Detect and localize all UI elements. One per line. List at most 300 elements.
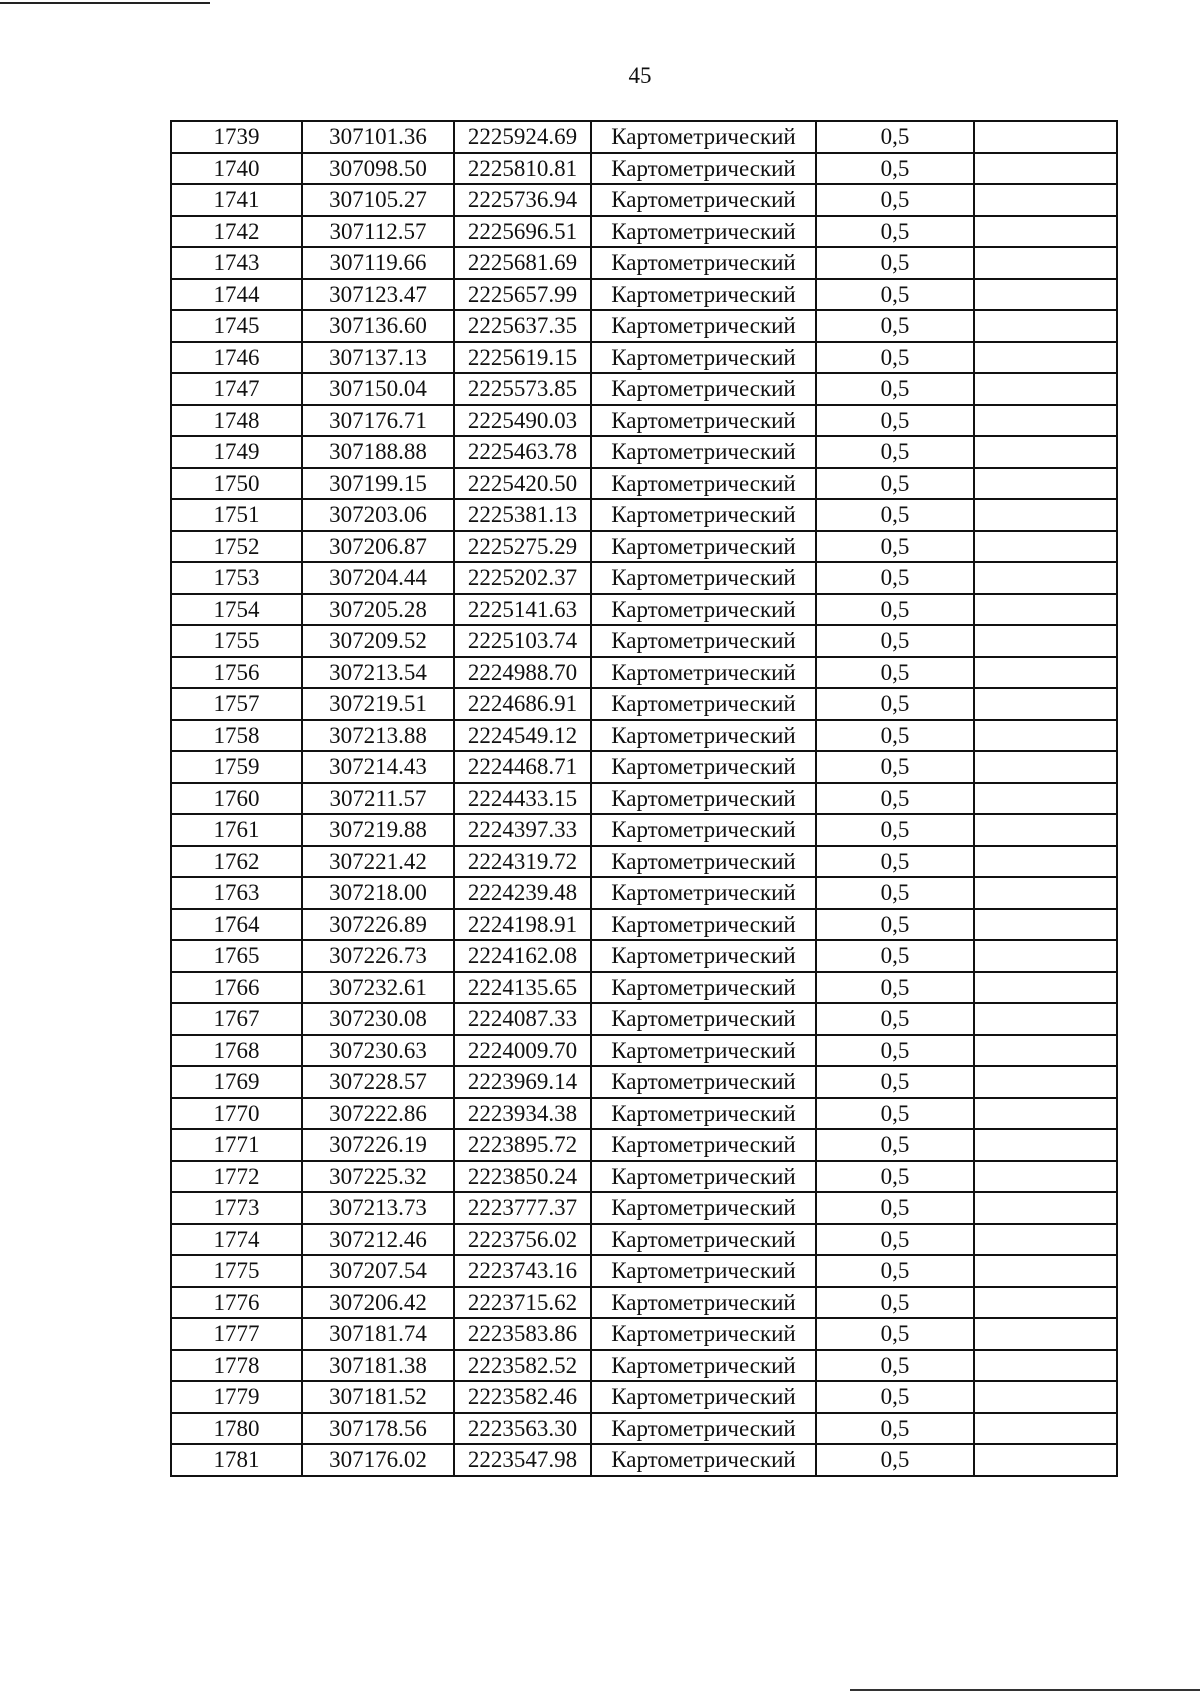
point-number-cell: 1741 (171, 184, 302, 216)
precision-cell: 0,5 (816, 1255, 974, 1287)
x-coordinate-cell: 307225.32 (302, 1161, 454, 1193)
precision-cell: 0,5 (816, 1350, 974, 1382)
method-cell: Картометрический (591, 1413, 816, 1445)
precision-cell: 0,5 (816, 1003, 974, 1035)
method-cell: Картометрический (591, 373, 816, 405)
x-coordinate-cell: 307218.00 (302, 877, 454, 909)
method-cell: Картометрический (591, 783, 816, 815)
method-cell: Картометрический (591, 1350, 816, 1382)
y-coordinate-cell: 2223582.46 (454, 1381, 591, 1413)
table-row (171, 1098, 1117, 1130)
table-row (171, 972, 1117, 1004)
table-row (171, 279, 1117, 311)
precision-cell: 0,5 (816, 279, 974, 311)
method-cell: Картометрический (591, 499, 816, 531)
precision-cell: 0,5 (816, 373, 974, 405)
precision-cell: 0,5 (816, 468, 974, 500)
note-cell (974, 405, 1117, 437)
x-coordinate-cell: 307230.63 (302, 1035, 454, 1067)
note-cell (974, 1381, 1117, 1413)
y-coordinate-cell: 2225463.78 (454, 436, 591, 468)
method-cell: Картометрический (591, 121, 816, 153)
y-coordinate-cell: 2224198.91 (454, 909, 591, 941)
x-coordinate-cell: 307206.42 (302, 1287, 454, 1319)
method-cell: Картометрический (591, 1035, 816, 1067)
x-coordinate-cell: 307199.15 (302, 468, 454, 500)
method-cell: Картометрический (591, 468, 816, 500)
method-cell: Картометрический (591, 216, 816, 248)
x-coordinate-cell: 307230.08 (302, 1003, 454, 1035)
note-cell (974, 121, 1117, 153)
point-number-cell: 1748 (171, 405, 302, 437)
point-number-cell: 1781 (171, 1444, 302, 1476)
precision-cell: 0,5 (816, 531, 974, 563)
method-cell: Картометрический (591, 1381, 816, 1413)
x-coordinate-cell: 307209.52 (302, 625, 454, 657)
method-cell: Картометрический (591, 625, 816, 657)
y-coordinate-cell: 2224988.70 (454, 657, 591, 689)
x-coordinate-cell: 307214.43 (302, 751, 454, 783)
method-cell: Картометрический (591, 1444, 816, 1476)
note-cell (974, 216, 1117, 248)
x-coordinate-cell: 307213.54 (302, 657, 454, 689)
method-cell: Картометрический (591, 310, 816, 342)
table-row (171, 405, 1117, 437)
point-number-cell: 1769 (171, 1066, 302, 1098)
method-cell: Картометрический (591, 846, 816, 878)
note-cell (974, 688, 1117, 720)
point-number-cell: 1758 (171, 720, 302, 752)
method-cell: Картометрический (591, 688, 816, 720)
coordinates-table (170, 120, 1118, 1477)
note-cell (974, 1413, 1117, 1445)
note-cell (974, 1129, 1117, 1161)
method-cell: Картометрический (591, 247, 816, 279)
y-coordinate-cell: 2225619.15 (454, 342, 591, 374)
precision-cell: 0,5 (816, 562, 974, 594)
x-coordinate-cell: 307181.74 (302, 1318, 454, 1350)
y-coordinate-cell: 2225696.51 (454, 216, 591, 248)
x-coordinate-cell: 307181.52 (302, 1381, 454, 1413)
x-coordinate-cell: 307105.27 (302, 184, 454, 216)
method-cell: Картометрический (591, 1129, 816, 1161)
point-number-cell: 1775 (171, 1255, 302, 1287)
method-cell: Картометрический (591, 1255, 816, 1287)
precision-cell: 0,5 (816, 909, 974, 941)
table-row (171, 1255, 1117, 1287)
x-coordinate-cell: 307206.87 (302, 531, 454, 563)
note-cell (974, 562, 1117, 594)
table-row (171, 184, 1117, 216)
y-coordinate-cell: 2224686.91 (454, 688, 591, 720)
point-number-cell: 1761 (171, 814, 302, 846)
precision-cell: 0,5 (816, 846, 974, 878)
x-coordinate-cell: 307213.73 (302, 1192, 454, 1224)
y-coordinate-cell: 2225810.81 (454, 153, 591, 185)
x-coordinate-cell: 307222.86 (302, 1098, 454, 1130)
note-cell (974, 783, 1117, 815)
x-coordinate-cell: 307211.57 (302, 783, 454, 815)
method-cell: Картометрический (591, 1192, 816, 1224)
method-cell: Картометрический (591, 1098, 816, 1130)
precision-cell: 0,5 (816, 972, 974, 1004)
table-row (171, 720, 1117, 752)
note-cell (974, 1224, 1117, 1256)
note-cell (974, 1287, 1117, 1319)
x-coordinate-cell: 307136.60 (302, 310, 454, 342)
point-number-cell: 1778 (171, 1350, 302, 1382)
x-coordinate-cell: 307119.66 (302, 247, 454, 279)
point-number-cell: 1766 (171, 972, 302, 1004)
note-cell (974, 184, 1117, 216)
y-coordinate-cell: 2224135.65 (454, 972, 591, 1004)
precision-cell: 0,5 (816, 1192, 974, 1224)
note-cell (974, 468, 1117, 500)
point-number-cell: 1747 (171, 373, 302, 405)
page-number: 45 (628, 63, 652, 88)
note-cell (974, 531, 1117, 563)
table-row (171, 1129, 1117, 1161)
precision-cell: 0,5 (816, 877, 974, 909)
point-number-cell: 1770 (171, 1098, 302, 1130)
note-cell (974, 373, 1117, 405)
precision-cell: 0,5 (816, 594, 974, 626)
note-cell (974, 1350, 1117, 1382)
note-cell (974, 972, 1117, 1004)
y-coordinate-cell: 2225420.50 (454, 468, 591, 500)
precision-cell: 0,5 (816, 1444, 974, 1476)
table-row (171, 153, 1117, 185)
y-coordinate-cell: 2223777.37 (454, 1192, 591, 1224)
method-cell: Картометрический (591, 1224, 816, 1256)
note-cell (974, 940, 1117, 972)
precision-cell: 0,5 (816, 1129, 974, 1161)
method-cell: Картометрический (591, 1287, 816, 1319)
y-coordinate-cell: 2223850.24 (454, 1161, 591, 1193)
point-number-cell: 1764 (171, 909, 302, 941)
precision-cell: 0,5 (816, 184, 974, 216)
x-coordinate-cell: 307213.88 (302, 720, 454, 752)
x-coordinate-cell: 307207.54 (302, 1255, 454, 1287)
point-number-cell: 1753 (171, 562, 302, 594)
x-coordinate-cell: 307176.71 (302, 405, 454, 437)
y-coordinate-cell: 2225103.74 (454, 625, 591, 657)
note-cell (974, 1255, 1117, 1287)
note-cell (974, 436, 1117, 468)
y-coordinate-cell: 2223583.86 (454, 1318, 591, 1350)
table-row (171, 468, 1117, 500)
y-coordinate-cell: 2223756.02 (454, 1224, 591, 1256)
point-number-cell: 1754 (171, 594, 302, 626)
point-number-cell: 1739 (171, 121, 302, 153)
table-row (171, 216, 1117, 248)
x-coordinate-cell: 307203.06 (302, 499, 454, 531)
note-cell (974, 499, 1117, 531)
y-coordinate-cell: 2225381.13 (454, 499, 591, 531)
y-coordinate-cell: 2225141.63 (454, 594, 591, 626)
y-coordinate-cell: 2225490.03 (454, 405, 591, 437)
precision-cell: 0,5 (816, 1287, 974, 1319)
table-row (171, 1161, 1117, 1193)
y-coordinate-cell: 2223934.38 (454, 1098, 591, 1130)
precision-cell: 0,5 (816, 783, 974, 815)
point-number-cell: 1768 (171, 1035, 302, 1067)
y-coordinate-cell: 2224087.33 (454, 1003, 591, 1035)
note-cell (974, 1318, 1117, 1350)
y-coordinate-cell: 2224319.72 (454, 846, 591, 878)
table-row (171, 562, 1117, 594)
table-row (171, 1350, 1117, 1382)
y-coordinate-cell: 2223563.30 (454, 1413, 591, 1445)
point-number-cell: 1743 (171, 247, 302, 279)
precision-cell: 0,5 (816, 405, 974, 437)
y-coordinate-cell: 2225681.69 (454, 247, 591, 279)
note-cell (974, 310, 1117, 342)
point-number-cell: 1755 (171, 625, 302, 657)
scan-edge-line (0, 2, 210, 4)
table-row (171, 877, 1117, 909)
note-cell (974, 1003, 1117, 1035)
precision-cell: 0,5 (816, 216, 974, 248)
note-cell (974, 279, 1117, 311)
precision-cell: 0,5 (816, 342, 974, 374)
y-coordinate-cell: 2223895.72 (454, 1129, 591, 1161)
x-coordinate-cell: 307098.50 (302, 153, 454, 185)
y-coordinate-cell: 2224009.70 (454, 1035, 591, 1067)
precision-cell: 0,5 (816, 153, 974, 185)
point-number-cell: 1745 (171, 310, 302, 342)
x-coordinate-cell: 307219.88 (302, 814, 454, 846)
x-coordinate-cell: 307112.57 (302, 216, 454, 248)
point-number-cell: 1773 (171, 1192, 302, 1224)
precision-cell: 0,5 (816, 247, 974, 279)
table-row (171, 121, 1117, 153)
point-number-cell: 1740 (171, 153, 302, 185)
point-number-cell: 1750 (171, 468, 302, 500)
point-number-cell: 1746 (171, 342, 302, 374)
y-coordinate-cell: 2224162.08 (454, 940, 591, 972)
method-cell: Картометрический (591, 1003, 816, 1035)
method-cell: Картометрический (591, 562, 816, 594)
x-coordinate-cell: 307176.02 (302, 1444, 454, 1476)
precision-cell: 0,5 (816, 1098, 974, 1130)
precision-cell: 0,5 (816, 121, 974, 153)
y-coordinate-cell: 2224433.15 (454, 783, 591, 815)
table-row (171, 940, 1117, 972)
x-coordinate-cell: 307178.56 (302, 1413, 454, 1445)
x-coordinate-cell: 307101.36 (302, 121, 454, 153)
method-cell: Картометрический (591, 184, 816, 216)
table-row (171, 1224, 1117, 1256)
point-number-cell: 1771 (171, 1129, 302, 1161)
point-number-cell: 1742 (171, 216, 302, 248)
table-row (171, 909, 1117, 941)
table-row (171, 751, 1117, 783)
precision-cell: 0,5 (816, 1381, 974, 1413)
point-number-cell: 1744 (171, 279, 302, 311)
table-row (171, 783, 1117, 815)
point-number-cell: 1767 (171, 1003, 302, 1035)
note-cell (974, 153, 1117, 185)
x-coordinate-cell: 307181.38 (302, 1350, 454, 1382)
table-row (171, 688, 1117, 720)
point-number-cell: 1776 (171, 1287, 302, 1319)
note-cell (974, 720, 1117, 752)
point-number-cell: 1759 (171, 751, 302, 783)
x-coordinate-cell: 307221.42 (302, 846, 454, 878)
x-coordinate-cell: 307212.46 (302, 1224, 454, 1256)
y-coordinate-cell: 2225657.99 (454, 279, 591, 311)
x-coordinate-cell: 307188.88 (302, 436, 454, 468)
table-row (171, 1318, 1117, 1350)
note-cell (974, 625, 1117, 657)
method-cell: Картометрический (591, 1066, 816, 1098)
table-row (171, 499, 1117, 531)
y-coordinate-cell: 2225736.94 (454, 184, 591, 216)
table-row (171, 1444, 1117, 1476)
note-cell (974, 342, 1117, 374)
table-row (171, 1287, 1117, 1319)
method-cell: Картометрический (591, 153, 816, 185)
precision-cell: 0,5 (816, 814, 974, 846)
method-cell: Картометрический (591, 877, 816, 909)
point-number-cell: 1762 (171, 846, 302, 878)
table-row (171, 814, 1117, 846)
y-coordinate-cell: 2223547.98 (454, 1444, 591, 1476)
table-row (171, 846, 1117, 878)
note-cell (974, 657, 1117, 689)
precision-cell: 0,5 (816, 499, 974, 531)
point-number-cell: 1780 (171, 1413, 302, 1445)
precision-cell: 0,5 (816, 940, 974, 972)
table-row (171, 310, 1117, 342)
method-cell: Картометрический (591, 940, 816, 972)
note-cell (974, 594, 1117, 626)
x-coordinate-cell: 307226.89 (302, 909, 454, 941)
table-row (171, 1413, 1117, 1445)
method-cell: Картометрический (591, 657, 816, 689)
point-number-cell: 1777 (171, 1318, 302, 1350)
point-number-cell: 1779 (171, 1381, 302, 1413)
x-coordinate-cell: 307226.19 (302, 1129, 454, 1161)
point-number-cell: 1765 (171, 940, 302, 972)
point-number-cell: 1749 (171, 436, 302, 468)
method-cell: Картометрический (591, 342, 816, 374)
table-row (171, 247, 1117, 279)
note-cell (974, 247, 1117, 279)
x-coordinate-cell: 307137.13 (302, 342, 454, 374)
method-cell: Картометрический (591, 436, 816, 468)
precision-cell: 0,5 (816, 688, 974, 720)
table-row (171, 594, 1117, 626)
note-cell (974, 1066, 1117, 1098)
scan-edge-line (850, 1689, 1200, 1691)
point-number-cell: 1774 (171, 1224, 302, 1256)
x-coordinate-cell: 307123.47 (302, 279, 454, 311)
point-number-cell: 1751 (171, 499, 302, 531)
note-cell (974, 814, 1117, 846)
point-number-cell: 1760 (171, 783, 302, 815)
precision-cell: 0,5 (816, 1035, 974, 1067)
method-cell: Картометрический (591, 531, 816, 563)
precision-cell: 0,5 (816, 310, 974, 342)
table-row (171, 1192, 1117, 1224)
table-row (171, 625, 1117, 657)
y-coordinate-cell: 2225573.85 (454, 373, 591, 405)
y-coordinate-cell: 2224468.71 (454, 751, 591, 783)
x-coordinate-cell: 307226.73 (302, 940, 454, 972)
method-cell: Картометрический (591, 594, 816, 626)
note-cell (974, 1444, 1117, 1476)
note-cell (974, 846, 1117, 878)
note-cell (974, 1192, 1117, 1224)
x-coordinate-cell: 307205.28 (302, 594, 454, 626)
table-row (171, 1003, 1117, 1035)
method-cell: Картометрический (591, 1318, 816, 1350)
x-coordinate-cell: 307228.57 (302, 1066, 454, 1098)
x-coordinate-cell: 307150.04 (302, 373, 454, 405)
coordinates-table-body (171, 121, 1117, 1476)
y-coordinate-cell: 2223969.14 (454, 1066, 591, 1098)
table-row (171, 657, 1117, 689)
precision-cell: 0,5 (816, 1413, 974, 1445)
method-cell: Картометрический (591, 405, 816, 437)
table-row (171, 531, 1117, 563)
point-number-cell: 1757 (171, 688, 302, 720)
y-coordinate-cell: 2224239.48 (454, 877, 591, 909)
table-row (171, 436, 1117, 468)
table-row (171, 1035, 1117, 1067)
method-cell: Картометрический (591, 814, 816, 846)
y-coordinate-cell: 2225275.29 (454, 531, 591, 563)
y-coordinate-cell: 2225637.35 (454, 310, 591, 342)
x-coordinate-cell: 307219.51 (302, 688, 454, 720)
point-number-cell: 1772 (171, 1161, 302, 1193)
x-coordinate-cell: 307232.61 (302, 972, 454, 1004)
note-cell (974, 1035, 1117, 1067)
y-coordinate-cell: 2223715.62 (454, 1287, 591, 1319)
precision-cell: 0,5 (816, 436, 974, 468)
precision-cell: 0,5 (816, 657, 974, 689)
table-row (171, 1381, 1117, 1413)
y-coordinate-cell: 2225202.37 (454, 562, 591, 594)
y-coordinate-cell: 2225924.69 (454, 121, 591, 153)
method-cell: Картометрический (591, 751, 816, 783)
y-coordinate-cell: 2224549.12 (454, 720, 591, 752)
note-cell (974, 751, 1117, 783)
method-cell: Картометрический (591, 1161, 816, 1193)
table-row (171, 342, 1117, 374)
precision-cell: 0,5 (816, 1224, 974, 1256)
method-cell: Картометрический (591, 720, 816, 752)
note-cell (974, 909, 1117, 941)
table-row (171, 373, 1117, 405)
method-cell: Картометрический (591, 909, 816, 941)
note-cell (974, 877, 1117, 909)
precision-cell: 0,5 (816, 1161, 974, 1193)
precision-cell: 0,5 (816, 1318, 974, 1350)
y-coordinate-cell: 2223743.16 (454, 1255, 591, 1287)
precision-cell: 0,5 (816, 625, 974, 657)
note-cell (974, 1161, 1117, 1193)
x-coordinate-cell: 307204.44 (302, 562, 454, 594)
point-number-cell: 1756 (171, 657, 302, 689)
precision-cell: 0,5 (816, 720, 974, 752)
method-cell: Картометрический (591, 279, 816, 311)
point-number-cell: 1752 (171, 531, 302, 563)
table-row (171, 1066, 1117, 1098)
note-cell (974, 1098, 1117, 1130)
